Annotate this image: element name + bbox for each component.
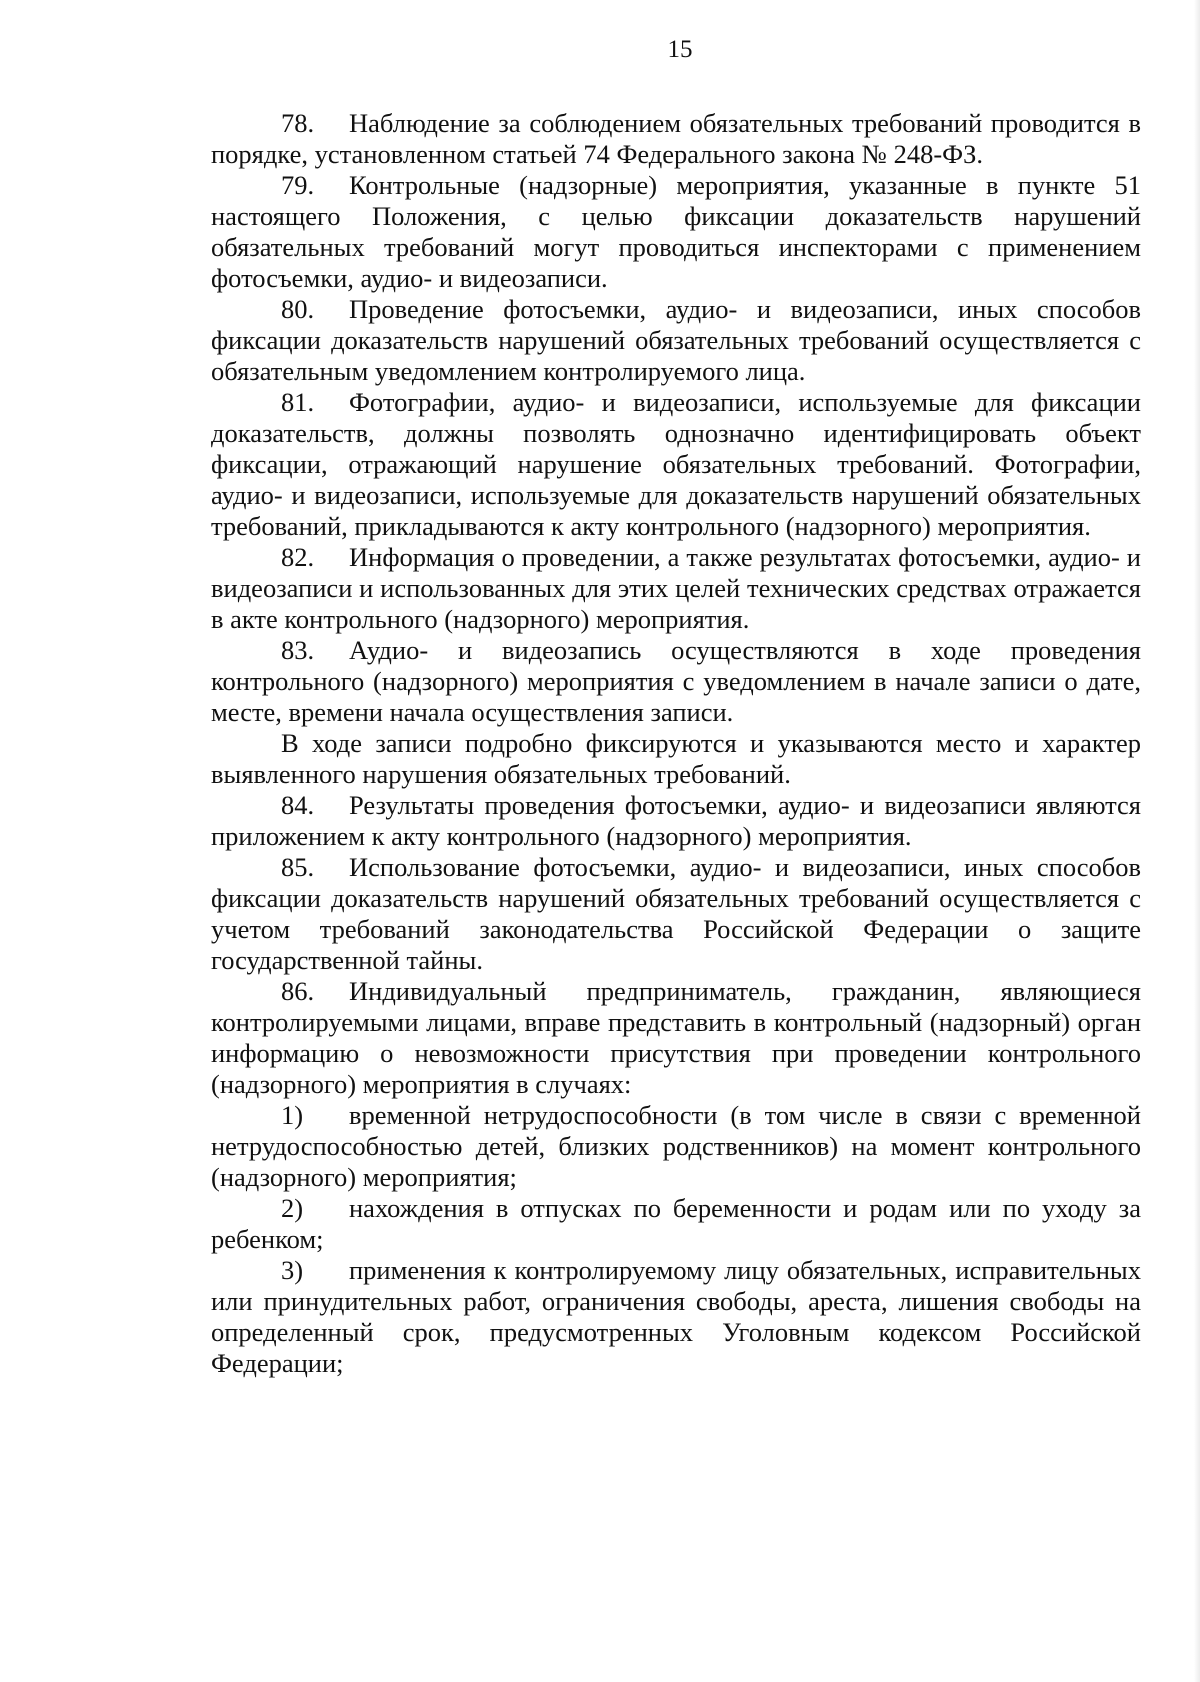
list-item-number: 1) (281, 1100, 304, 1130)
paragraph-number: 86. (281, 976, 315, 1006)
paragraph-text: Наблюдение за соблюдением обязательных требований проводится в порядке, установленном статьей 74 Федерального закона № 248-ФЗ. (211, 108, 1141, 169)
paragraph-number: 80. (281, 294, 315, 324)
scan-edge-shadow (1194, 0, 1200, 1682)
list-item-text: временной нетрудоспособности (в том числе в связи с временной нетрудоспособностью детей, близких родственников) на момент контрольного (надзорного) мероприятия; (211, 1100, 1141, 1192)
paragraph-84 (211, 790, 1141, 852)
paragraph-79 (211, 170, 1141, 294)
list-item-3 (211, 1255, 1141, 1379)
list-item-number: 3) (281, 1255, 304, 1285)
paragraph-number: 81. (281, 387, 315, 417)
list-item-text: применения к контролируемому лицу обязательных, исправительных или принудительных работ, ограничения свободы, ареста, лишения свободы на определенный срок, предусмотренных Уголовным кодексом Российской Федерации; (211, 1255, 1141, 1378)
paragraph-86 (211, 976, 1141, 1100)
list-item-number: 2) (281, 1193, 304, 1223)
paragraph-82 (211, 542, 1141, 635)
paragraph-number: 83. (281, 635, 315, 665)
paragraph-number: 82. (281, 542, 315, 572)
paragraph-text: Контрольные (надзорные) мероприятия, указанные в пункте 51 настоящего Положения, с целью фиксации доказательств нарушений обязательных требований могут проводиться инспекторами с применением фотосъемки, аудио- и видеозаписи. (211, 170, 1141, 293)
paragraph-number: 84. (281, 790, 315, 820)
paragraph-text: Индивидуальный предприниматель, гражданин, являющиеся контролируемыми лицами, вправе представить в контрольный (надзорный) орган информацию о невозможности присутствия при проведении контрольного (надзорного) мероприятия в случаях: (211, 976, 1141, 1099)
list-item-text: нахождения в отпусках по беременности и родам или по уходу за ребенком; (211, 1193, 1141, 1254)
paragraph-83-continuation (211, 728, 1141, 790)
list-item-2 (211, 1193, 1141, 1255)
paragraph-text: В ходе записи подробно фиксируются и указываются место и характер выявленного нарушения обязательных требований. (211, 728, 1141, 789)
paragraph-81 (211, 387, 1141, 542)
document-body (211, 108, 1141, 1379)
paragraph-83 (211, 635, 1141, 728)
paragraph-85 (211, 852, 1141, 976)
paragraph-text: Информация о проведении, а также результатах фотосъемки, аудио- и видеозаписи и использованных для этих целей технических средствах отражается в акте контрольного (надзорного) мероприятия. (211, 542, 1141, 634)
paragraph-number: 85. (281, 852, 315, 882)
list-item-1 (211, 1100, 1141, 1193)
paragraph-number: 79. (281, 170, 315, 200)
paragraph-text: Аудио- и видеозапись осуществляются в ходе проведения контрольного (надзорного) мероприятия с уведомлением в начале записи о дате, месте, времени начала осуществления записи. (211, 635, 1141, 727)
paragraph-text: Проведение фотосъемки, аудио- и видеозаписи, иных способов фиксации доказательств нарушений обязательных требований осуществляется с обязательным уведомлением контролируемого лица. (211, 294, 1141, 386)
paragraph-80 (211, 294, 1141, 387)
paragraph-text: Фотографии, аудио- и видеозаписи, используемые для фиксации доказательств, должны позволять однозначно идентифицировать объект фиксации, отражающий нарушение обязательных требований. Фотографии, аудио- и видеозаписи, используемые для доказательств нарушений обязательных требований, прикладываются к акту контрольного (надзорного) мероприятия. (211, 387, 1141, 541)
paragraph-text: Результаты проведения фотосъемки, аудио- и видеозаписи являются приложением к акту контрольного (надзорного) мероприятия. (211, 790, 1141, 851)
paragraph-text: Использование фотосъемки, аудио- и видеозаписи, иных способов фиксации доказательств нарушений обязательных требований осуществляется с учетом требований законодательства Российской Федерации о защите государственной тайны. (211, 852, 1141, 975)
page-number: 15 (667, 36, 693, 63)
paragraph-number: 78. (281, 108, 315, 138)
paragraph-78 (211, 108, 1141, 170)
